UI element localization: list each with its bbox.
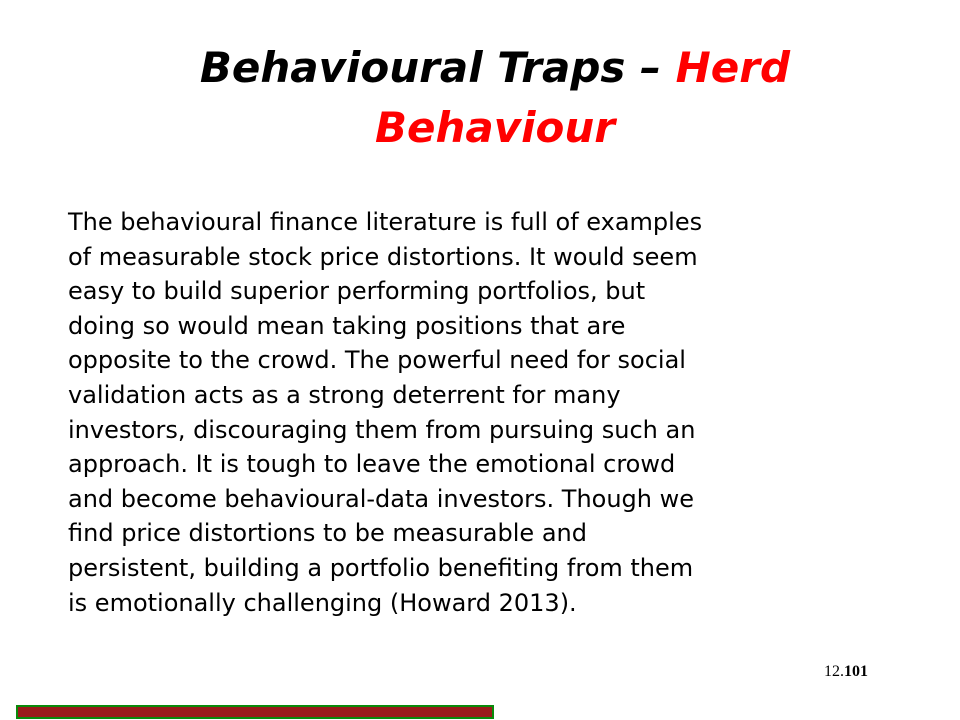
body-line: persistent, building a portfolio benefiting from them xyxy=(68,553,694,582)
body-paragraph xyxy=(68,205,868,620)
body-line: opposite to the crowd. The powerful need for social xyxy=(68,346,686,375)
slide-number-suffix: 101 xyxy=(844,663,868,680)
footer-decorative-bar xyxy=(16,705,494,719)
body-line: investors, discouraging them from pursuing such an xyxy=(68,415,696,444)
body-line: is emotionally challenging (Howard 2013). xyxy=(68,588,577,617)
slide-number-prefix: 12. xyxy=(824,663,844,680)
body-line: find price distortions to be measurable and xyxy=(68,519,587,548)
slide-number xyxy=(824,663,868,681)
body-line: approach. It is tough to leave the emotional crowd xyxy=(68,450,676,479)
slide-title xyxy=(140,38,850,158)
slide-title-accent: Herd Behaviour xyxy=(375,43,791,152)
body-line: of measurable stock price distortions. It would seem xyxy=(68,242,698,271)
body-line: easy to build superior performing portfolios, but xyxy=(68,277,646,306)
body-line: validation acts as a strong deterrent for many xyxy=(68,380,621,409)
body-line: doing so would mean taking positions that are xyxy=(68,311,626,340)
slide-title-main: Behavioural Traps – xyxy=(199,43,676,92)
body-line: and become behavioural-data investors. Though we xyxy=(68,484,695,513)
body-line: The behavioural finance literature is full of examples xyxy=(68,208,703,236)
